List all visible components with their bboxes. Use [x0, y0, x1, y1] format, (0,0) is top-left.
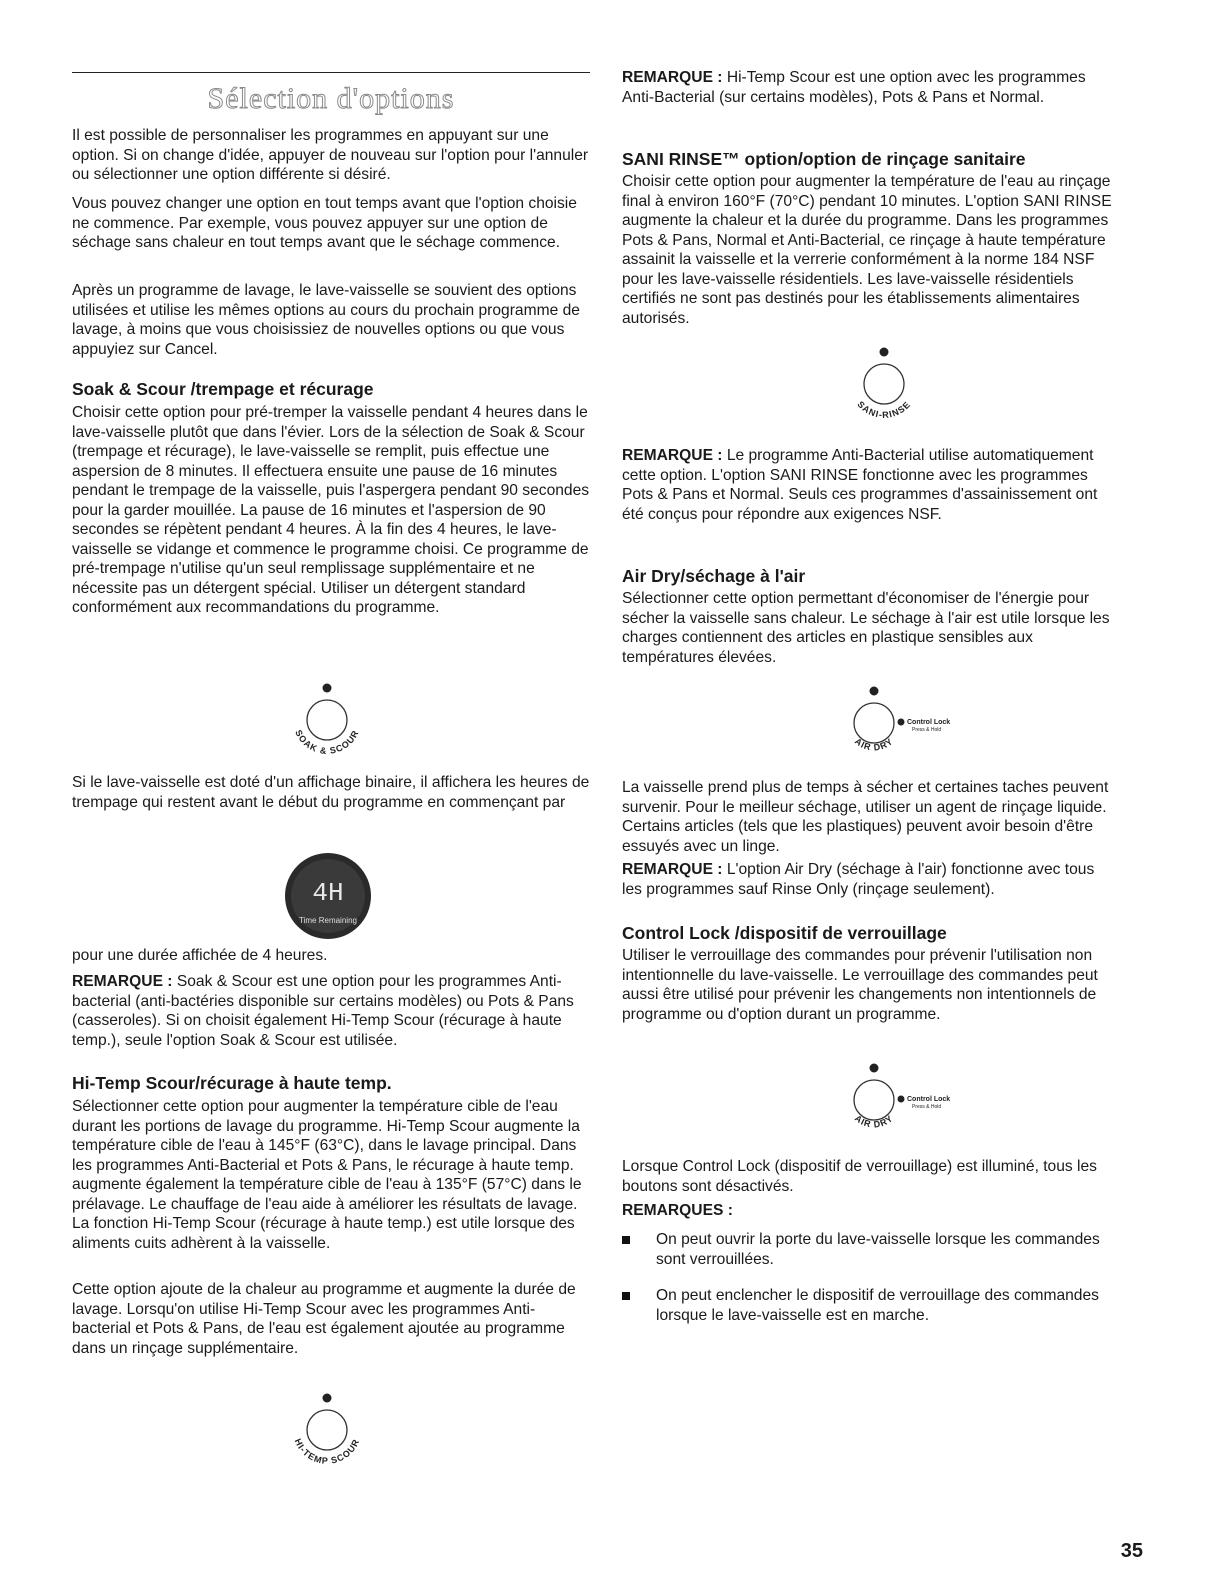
- list-item: On peut ouvrir la porte du lave-vaisselle lorsque les commandes sont verrouillées.: [622, 1230, 1114, 1269]
- soak-scour-button-icon: [272, 680, 382, 760]
- svg-text:AIR DRY: [853, 1113, 895, 1130]
- lcd-value: 4H: [312, 878, 344, 908]
- note-airdry: REMARQUE : L'option Air Dry (séchage à l'air) fonctionne avec tous les programmes sauf Rinse Only (rinçage seulement).: [622, 861, 1095, 898]
- note-hitemp: REMARQUE : Hi-Temp Scour est une option avec les programmes Anti-Bacterial (sur certains modèles), Pots & Pans et Normal.: [622, 69, 1086, 106]
- svg-text:SANI-RINSE: [855, 399, 912, 420]
- lcd-caption: Time Remaining: [299, 916, 357, 925]
- lock-body: Utiliser le verrouillage des commandes pour prévenir l'utilisation non intentionnelle du lave-vaisselle. Le verrouillage des commandes peut aussi être utilisé pour prévenir les changements non intentionnels de programme ou d'option durant un programme.: [622, 947, 1098, 1023]
- note-sani: REMARQUE : Le programme Anti-Bacterial utilise automatiquement cette option. L'option SANI RINSE fonctionne avec les programmes Pots & Pans et Normal. Seuls ces programmes d'assainissement ont été conçus pour répondre aux exigences NSF.: [622, 447, 1098, 523]
- hitemp-scour-button-icon: [272, 1390, 382, 1470]
- note-soak: REMARQUE : Soak & Scour est une option pour les programmes Anti-bacterial (anti-bactéries disponible sur certains modèles) ou Pots & Pans (casseroles). Si on choisit également Hi-Temp Scour (récurage à haute temp.), seule l'option Soak & Scour est utilisée.: [72, 973, 574, 1049]
- intro-paragraph-3: Après un programme de lavage, le lave-vaisselle se souvient des options utilisées et utilise les mêmes options au cours du prochain programme de lavage, à moins que vous choisissiez de nouvelles options ou que vous appuyiez sur Cancel.: [72, 282, 580, 358]
- hitemp-body-2: Cette option ajoute de la chaleur au programme et augmente la durée de lavage. Lorsqu'on utilise Hi-Temp Scour avec les programmes Anti-bacterial et Pots & Pans, de l'eau est également ajoutée au programme dans un rinçage supplémentaire.: [72, 1281, 576, 1357]
- control-lock-mini-label: Control Lock: [907, 719, 951, 726]
- intro-paragraph-2: Vous pouvez changer une option en tout temps avant que l'option choisie ne commence. Par exemple, vous pouvez appuyer sur une option de séchage sans chaleur en tout temps avant que le séchage commence.: [72, 195, 577, 251]
- soak-body: Choisir cette option pour pré-tremper la vaisselle pendant 4 heures dans le lave-vaisselle plutôt que dans l'évier. Lors de la sélection de Soak & Scour (trempage et récurage), le lave-vaisselle se remplit, puis effectue une aspersion de 8 minutes. Il effectuera ensuite une pause de 16 minutes pendant le trempage de la vaisselle, puis l'aspergera pendant 90 secondes pour la garder mouillée. La pause de 16 minutes et l'aspersion de 90 secondes se répètent pendant 4 heures. À la fin des 4 heures, le lave-vaisselle se vidange et commence le programme choisi. Ce programme de pré-trempage n'utilise qu'un seul remplissage supplémentaire et ne nécessite pas un détergent spécial. Utiliser un détergent standard conformément aux recommandations du programme.: [72, 404, 590, 616]
- intro-paragraph-1: Il est possible de personnaliser les programmes en appuyant sur une option. Si on change d'idée, appuyer de nouveau sur l'option pour l'annuler ou sélectionner une option différente si désiré.: [72, 127, 589, 183]
- press-hold-mini-label-2: Press & Hold: [912, 1104, 942, 1110]
- airdry-button-icon: [819, 683, 969, 763]
- airdry-icon-label: AIR DRY: [852, 736, 896, 753]
- soak-heading: Soak & Scour /trempage et récurage: [72, 379, 374, 399]
- sani-icon-label: SANI-RINSE: [855, 399, 913, 420]
- page-title: Sélection d'options: [207, 82, 455, 115]
- hitemp-icon-label: HI-TEMP SCOUR: [292, 1437, 362, 1466]
- bullet-square-icon: [622, 1236, 630, 1244]
- hitemp-heading: Hi-Temp Scour/récurage à haute temp.: [72, 1073, 392, 1093]
- sani-heading: SANI RINSE™ option/option de rinçage sanitaire: [622, 149, 1026, 169]
- airdry-icon-label-2: AIR DRY: [852, 1113, 896, 1130]
- hitemp-body-1: Sélectionner cette option pour augmenter la température cible de l'eau durant les portions de lavage du programme. Hi-Temp Scour augmente la température cible de l'eau à 145°F (63°C), dans le lavage principal. Dans les programmes Anti-Bacterial et Pots & Pans, le récurage à haute temp. augmente également la température cible de l'eau à 135°F (57°C) dans le prélavage. Le chauffage de l'eau aide à améliorer les résultats de lavage. La fonction Hi-Temp Scour (récurage à haute temp.) est utile lorsque des aliments cuits adhèrent à la vaisselle.: [72, 1098, 582, 1252]
- airdry-heading: Air Dry/séchage à l'air: [622, 566, 806, 586]
- svg-text:AIR DRY: [853, 736, 895, 753]
- after-lcd-text: pour une durée affichée de 4 heures.: [72, 947, 328, 964]
- remarques-list: [622, 1230, 1114, 1342]
- control-lock-button-icon: [819, 1060, 969, 1140]
- remarques-label: REMARQUES :: [622, 1202, 733, 1219]
- lock-heading: Control Lock /dispositif de verrouillage: [622, 923, 947, 943]
- svg-text:HI-TEMP SCOUR: [293, 1437, 362, 1466]
- airdry-more: La vaisselle prend plus de temps à sécher et certaines taches peuvent survenir. Pour le meilleur séchage, utiliser un agent de rinçage liquide. Certains articles (tels que les plastiques) peuvent avoir besoin d'être essuyés avec un linge.: [622, 779, 1109, 855]
- title-rule: [72, 72, 590, 73]
- sani-rinse-button-icon: [829, 344, 939, 424]
- bullet-square-icon: [622, 1292, 630, 1300]
- press-hold-mini-label: Press & Hold: [912, 727, 942, 733]
- page-number: 35: [1120, 1540, 1143, 1562]
- soak-icon-label: SOAK & SCOUR: [293, 728, 361, 757]
- sani-body: Choisir cette option pour augmenter la température de l'eau au rinçage final à environ 160°F (70°C) pendant 10 minutes. L'option SANI RINSE augmente la chaleur et la durée du programme. Dans les programmes Pots & Pans, Normal et Anti-Bacterial, ce rinçage à haute température assainit la vaisselle et la verrerie conformément à la norme 184 NSF pour les lave-vaisselle résidentiels. Les lave-vaisselle résidentiels certifiés ne sont pas destinés pour les établissements alimentaires autorisés.: [622, 173, 1112, 327]
- time-remaining-display-icon: [284, 852, 372, 945]
- control-lock-mini-label-2: Control Lock: [907, 1096, 951, 1103]
- list-item: On peut enclencher le dispositif de verrouillage des commandes lorsque le lave-vaisselle est en marche.: [622, 1286, 1114, 1325]
- airdry-body: Sélectionner cette option permettant d'économiser de l'énergie pour sécher la vaisselle sans chaleur. Le séchage à l'air est utile lorsque les charges contiennent des articles en plastique sensibles aux températures élevées.: [622, 590, 1110, 666]
- svg-text:SOAK & SCOUR: [293, 728, 361, 756]
- lock-after: Lorsque Control Lock (dispositif de verrouillage) est illuminé, tous les boutons sont désactivés.: [622, 1158, 1097, 1195]
- binary-display-text: Si le lave-vaisselle est doté d'un affichage binaire, il affichera les heures de trempage qui restent avant le début du programme en commençant par: [72, 774, 590, 811]
